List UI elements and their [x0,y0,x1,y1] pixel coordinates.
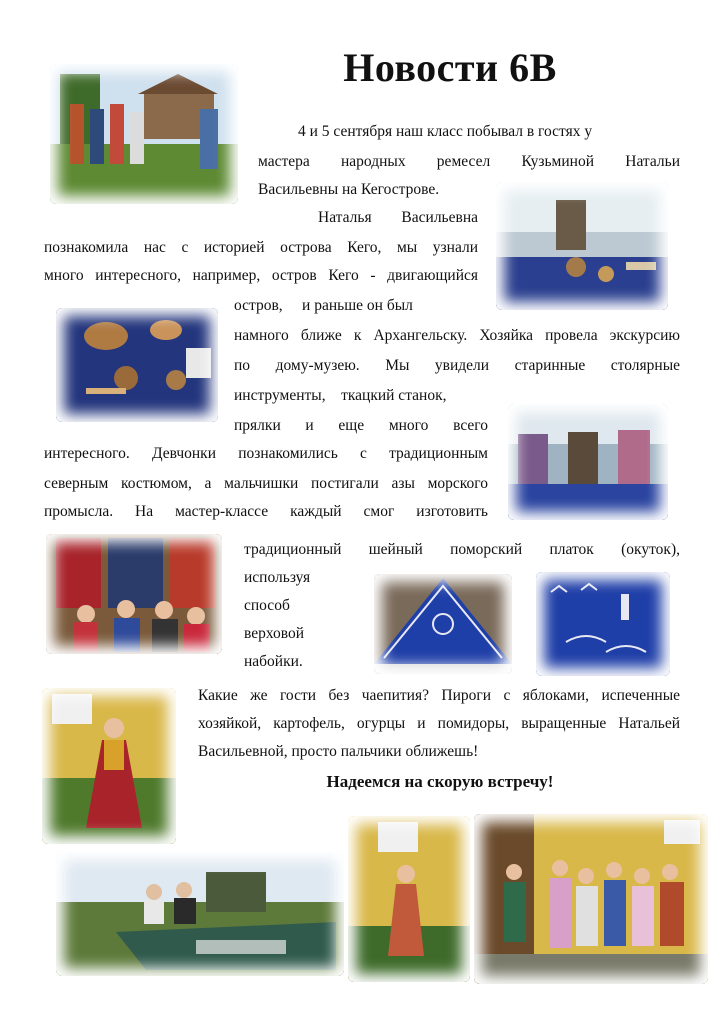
photo-boys-with-carpets [46,534,222,654]
photo-printed-scarf-1 [374,574,512,674]
photo-woodcraft-items [56,308,218,422]
photo-group-in-scarves [474,814,708,984]
text-line: северным костюмом, а мальчишки постигали азы морского [44,475,488,492]
photo-woman-by-house [348,816,470,982]
text-line: набойки. [244,653,303,670]
photo-girl-in-costume [42,688,176,844]
page-title: Новости 6В [343,45,557,90]
text-line: мастера народных ремесел Кузьминой Натальи [258,153,680,170]
text-line: прялки и еще много всего [234,417,488,434]
text-line: по дому-музею. Мы увидели старинные столярные [234,357,680,374]
text-line: хозяйкой, картофель, огурцы и помидоры, выращенные Натальей [198,715,680,732]
photo-boat-on-shore [56,852,344,976]
text-line: промысла. На мастер-классе каждый смог изготовить [44,503,488,520]
text-line: инструменты, ткацкий станок, [234,387,447,404]
text-line: Васильевны на Кегострове. [258,181,440,198]
text-line: Наталья Васильевна [318,209,478,226]
text-line: 4 и 5 сентября наш класс побывал в гостях у [298,123,593,140]
text-line: традиционный шейный поморский платок (окуток), [244,541,680,558]
text-line: остров, и раньше он был [234,297,413,314]
photo-host-at-table [496,182,668,310]
text-line: Васильевной, просто пальчики оближешь! [198,743,479,760]
photo-girls-at-table [508,404,668,520]
photo-printed-scarf-2 [536,572,670,676]
text-line: много интересного, например, остров Кего - двигающийся [44,267,478,284]
closing-line: Надеемся на скорую встречу! [326,772,554,791]
text-line: познакомила нас с историей острова Кего, мы узнали [44,239,478,256]
text-line: Какие же гости без чаепития? Пироги с яблоками, испеченные [198,687,680,704]
photo-group-outdoors [50,64,238,204]
text-line: интересного. Девчонки познакомились с традиционным [44,445,488,462]
text-line: намного ближе к Архангельску. Хозяйка провела экскурсию [234,327,680,344]
text-line: способ [244,597,290,614]
text-line: верховой [244,625,305,642]
text-line: используя [244,569,311,586]
